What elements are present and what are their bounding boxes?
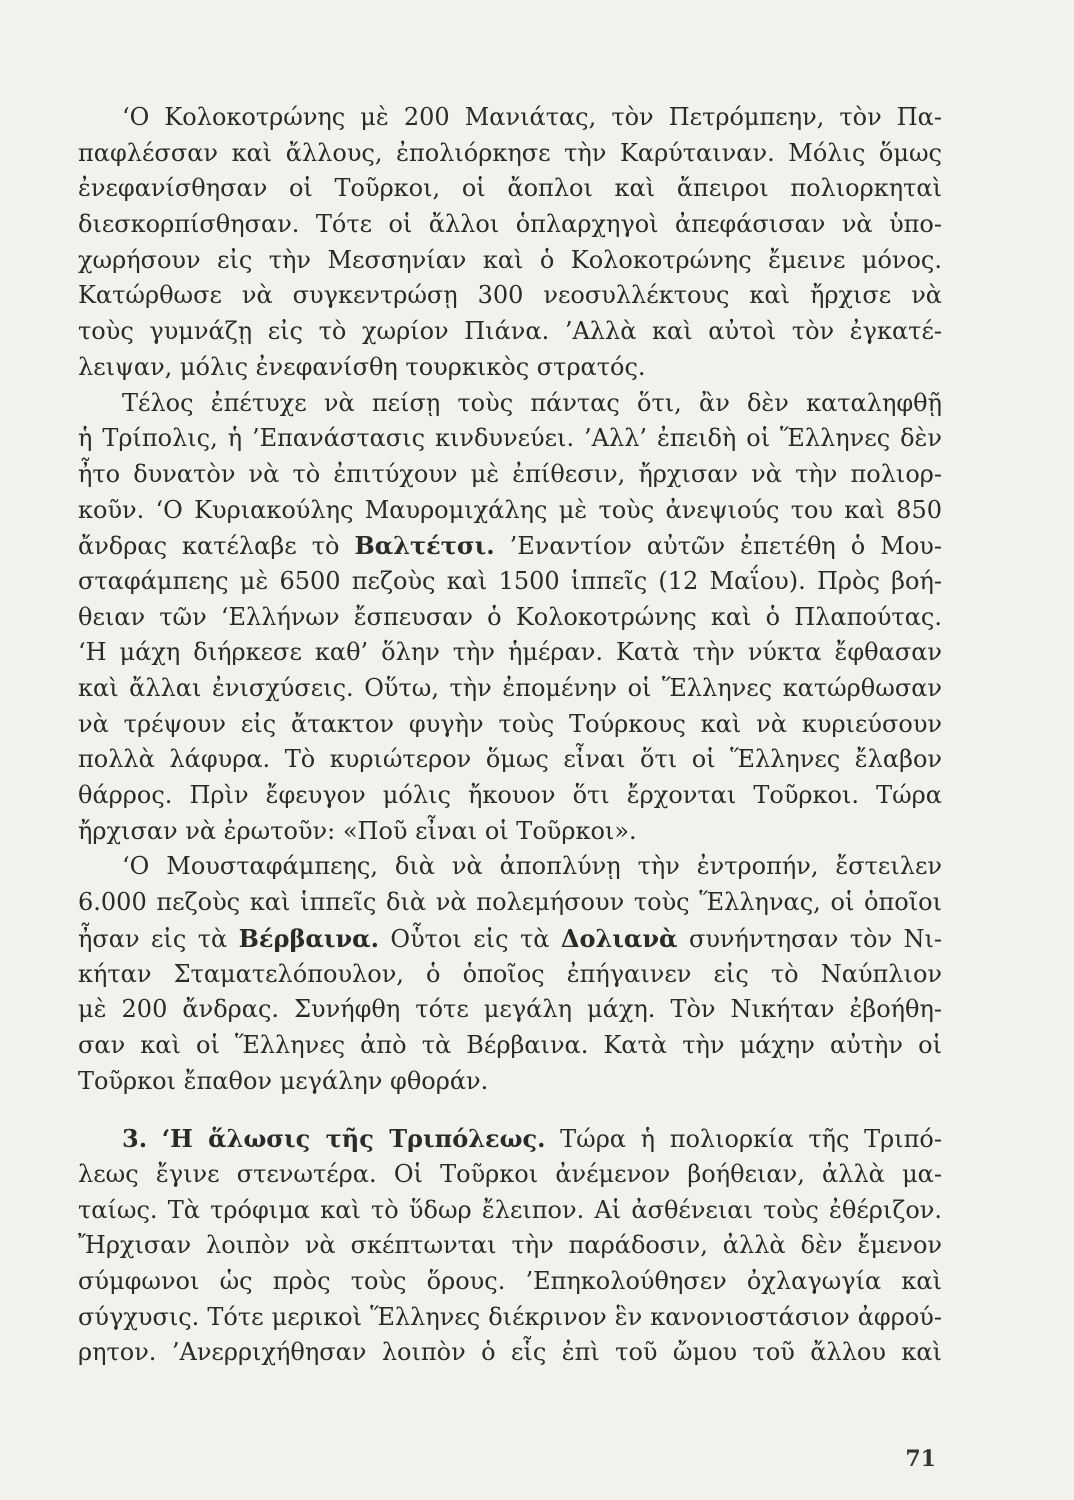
text-segment: συνήντησαν τὸν Νι- [677,924,943,953]
text-line: ‘Ο Κολοκοτρώνης μὲ 200 Μανιάτας, τὸν Πετρόμπεην, τὸν Πα- [122,103,942,131]
text-line: παφλέσσαν καὶ ἄλλους, ἐπολιόρκησε τὴν Καρύταιναν. Μόλις ὅμως [78,138,942,167]
text-line: ἡ Τρίπολις, ἡ ’Επανάστασις κινδυνεύει. ’Αλλ’ ἐπειδὴ οἱ Ἕλληνες δὲν [78,424,942,453]
text-line: 6.000 πεζοὺς καὶ ἱππεῖς διὰ νὰ πολεμήσουν τοὺς Ἕλληνας, οἱ ὁποῖοι [78,888,942,917]
text-line: ἦτο δυνατὸν νὰ τὸ ἐπιτύχουν μὲ ἐπίθεσιν, ἤρχισαν νὰ τὴν πολιορ- [78,459,942,488]
text-line: καὶ ἄλλαι ἐνισχύσεις. Οὕτω, τὴν ἐπομένην οἱ Ἕλληνες κατώρθωσαν [78,674,942,702]
text-segment: ἦσαν εἰς τὰ [78,924,239,953]
text-segment: ’Εναντίον αὐτῶν ἐπετέθη ὁ Μου- [494,532,943,561]
section-number: 3. [122,1124,148,1154]
text-line: μὲ 200 ἄνδρας. Συνήφθη τότε μεγάλη μάχη. Τὸν Νικήταν ἐβοήθη- [78,995,942,1024]
text-line: λεως ἔγινε στενωτέρα. Οἱ Τοῦρκοι ἀνέμενον βοήθειαν, ἀλλὰ μα- [78,1159,942,1188]
text-line [78,921,942,957]
text-line: ἐνεφανίσθησαν οἱ Τοῦρκοι, οἱ ἄοπλοι καὶ ἄπειροι πολιορκηταὶ [78,174,942,203]
text-line: κοῦν. ‘Ο Κυριακούλης Μαυρομιχάλης μὲ τοὺς ἀνεψιούς του καὶ 850 [78,495,942,524]
text-line: ‘Η μάχη διήρκεσε καθ’ ὅλην τὴν ἡμέραν. Κατὰ τὴν νύκτα ἔφθασαν [78,638,942,667]
text-line: τοὺς γυμνάζῃ εἰς τὸ χωρίον Πιάνα. ’Αλλὰ καὶ αὐτοὶ τὸν ἐγκατέ- [78,317,942,346]
text-line: κήταν Σταματελόπουλον, ὁ ὁποῖος ἐπήγαινεν εἰς τὸ Ναύπλιον [78,959,942,988]
text-line: Τέλος ἐπέτυχε νὰ πείσῃ τοὺς πάντας ὅτι, ἂν δὲν καταληφθῇ [122,388,942,417]
text-line: ρητον. ’Ανερριχήθησαν λοιπὸν ὁ εἷς ἐπὶ τοῦ ὤμου τοῦ ἄλλου καὶ [78,1338,942,1367]
text-line: ταίως. Τὰ τρόφιμα καὶ τὸ ὕδωρ ἔλειπον. Αἱ ἀσθένειαι τοὺς ἐθέριζον. [78,1195,942,1224]
text-line: πολλὰ λάφυρα. Τὸ κυριώτερον ὅμως εἶναι ὅτι οἱ Ἕλληνες ἔλαβον [78,745,942,774]
text-line: ‘Ο Μουσταφάμπεης, διὰ νὰ ἀποπλύνῃ τὴν ἐντροπήν, ἔστειλεν [122,852,942,881]
text-segment: Οὗτοι εἰς τὰ [378,924,561,953]
text-segment: ἄνδρας κατέλαβε τὸ [78,532,355,561]
text-line: σταφάμπεης μὲ 6500 πεζοὺς καὶ 1500 ἱππεῖς (12 Μαΐου). Πρὸς βοή- [78,566,942,595]
place-name-vervaina: Βέρβαινα. [238,923,379,953]
section-heading-line [78,1121,942,1157]
text-line: σαν καὶ οἱ Ἕλληνες ἀπὸ τὰ Βέρβαινα. Κατὰ τὴν μάχην αὐτὴν οἱ [78,1030,942,1059]
section-gap [78,1099,942,1121]
text-line: Ἤρχισαν λοιπὸν νὰ σκέπτωνται τὴν παράδοσιν, ἀλλὰ δὲν ἔμενον [78,1231,942,1260]
page-text [78,100,942,1371]
section-title: ‘Η ἅλωσις τῆς Τριπόλεως. [161,1124,546,1154]
text-line: χωρήσουν εἰς τὴν Μεσσηνίαν καὶ ὁ Κολοκοτρώνης ἔμεινε μόνος. [78,245,942,274]
text-line: θειαν τῶν ‘Ελλήνων ἔσπευσαν ὁ Κολοκοτρώνης καὶ ὁ Πλαπούτας. [78,602,942,631]
text-line: νὰ τρέψουν εἰς ἄτακτον φυγὴν τοὺς Τούρκους καὶ νὰ κυριεύσουν [78,709,942,738]
page-number: 71 [905,1446,936,1472]
text-line: θάρρος. Πρὶν ἔφευγον μόλις ἤκουον ὅτι ἔρχονται Τοῦρκοι. Τώρα [78,781,942,810]
text-line: λειψαν, μόλις ἐνεφανίσθη τουρκικὸς στρατός. [78,352,646,381]
place-name-valtetsi: Βαλτέτσι. [354,531,495,561]
place-name-doliana: Δολιανὰ [560,923,678,953]
text-line [78,528,942,564]
text-line: ἤρχισαν νὰ ἐρωτοῦν: «Ποῦ εἶναι οἱ Τοῦρκοι». [78,816,637,845]
text-line: Κατώρθωσε νὰ συγκεντρώσῃ 300 νεοσυλλέκτους καὶ ἤρχισε νὰ [78,281,942,310]
text-line: σύγχυσις. Τότε μερικοὶ Ἕλληνες διέκρινον ἓν κανονιοστάσιον ἀφρού- [78,1302,942,1331]
text-line: διεσκορπίσθησαν. Τότε οἱ ἄλλοι ὁπλαρχηγοὶ ἀπεφάσισαν νὰ ὑπο- [78,210,942,239]
text-segment: Τώρα ἡ πολιορκία τῆς Τριπό- [545,1125,942,1154]
text-line: Τοῦρκοι ἔπαθον μεγάλην φθοράν. [78,1066,489,1095]
text-line: σύμφωνοι ὡς πρὸς τοὺς ὅρους. ’Επηκολούθησεν ὀχλαγωγία καὶ [78,1267,942,1295]
